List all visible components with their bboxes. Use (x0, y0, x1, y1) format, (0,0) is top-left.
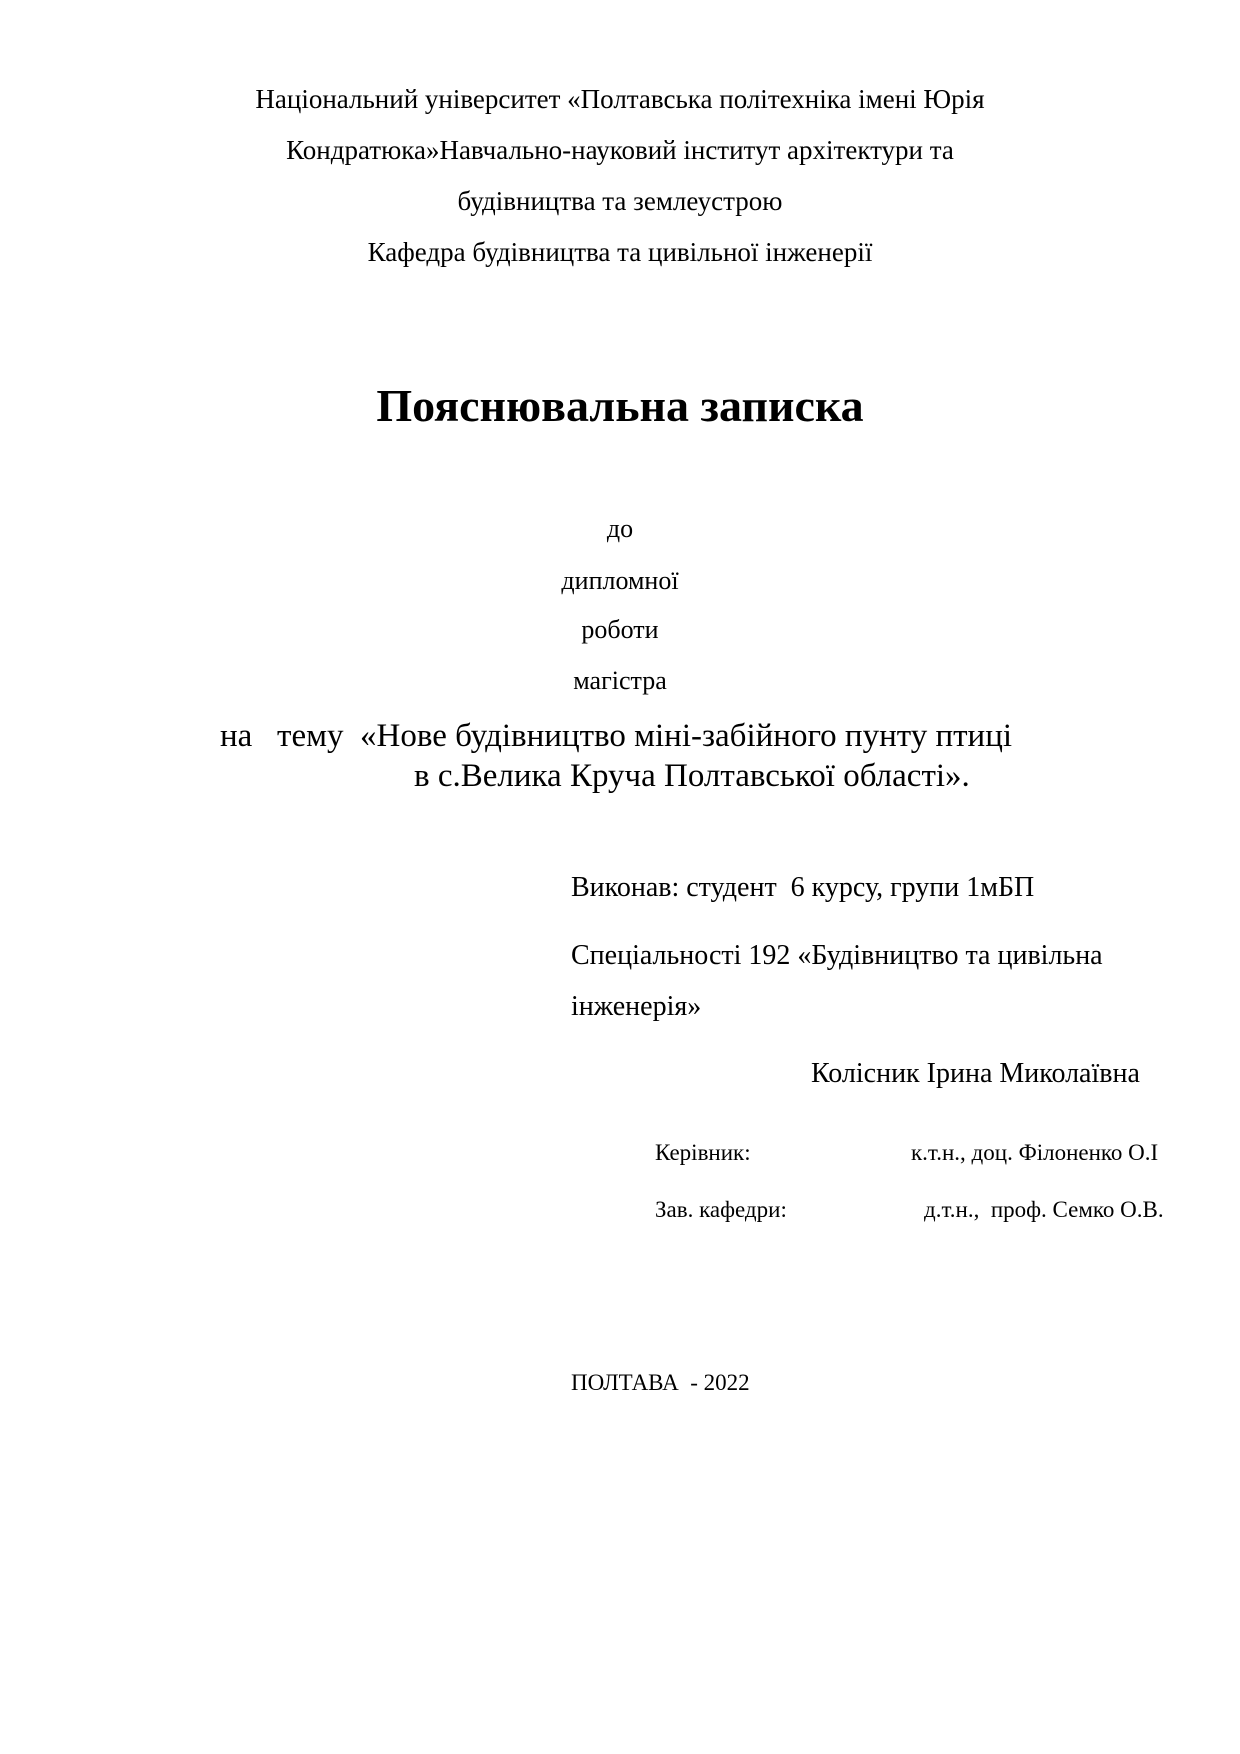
head-role: Зав. кафедри: (655, 1197, 787, 1222)
head-name: д.т.н., проф. Семко О.В. (924, 1197, 1164, 1222)
specialty-line-2: інженерія» (571, 991, 702, 1022)
header-line: Національний університет «Полтавська політехніка імені Юрія (255, 84, 985, 114)
supervisor-name: к.т.н., доц. Філоненко О.І (911, 1140, 1159, 1165)
subtitle-line: роботи (581, 615, 659, 644)
subtitle-line: дипломної (561, 566, 679, 595)
document-title: Пояснювальна записка (376, 380, 864, 431)
author-name: Колісник Ірина Миколаївна (811, 1058, 1140, 1089)
topic-line-1: на тему «Нове будівництво міні-забійного пунту птиці (220, 718, 1013, 754)
header-line: Кондратюка»Навчально-науковий інститут архітектури та (286, 135, 954, 165)
specialty-line-1: Спеціальності 192 «Будівництво та цивільна (571, 940, 1103, 971)
performed-by: Виконав: студент 6 курсу, групи 1мБП (571, 872, 1035, 903)
footer-city-year: ПОЛТАВА - 2022 (571, 1370, 750, 1395)
header-line: будівництва та землеустрою (457, 186, 783, 216)
topic-line-2: в с.Велика Круча Полтавської області». (414, 758, 970, 794)
supervisor-role: Керівник: (655, 1140, 751, 1165)
header-line: Кафедра будівництва та цивільної інженерії (367, 237, 873, 267)
subtitle-line: магістра (573, 666, 667, 695)
subtitle-line: до (606, 514, 634, 543)
